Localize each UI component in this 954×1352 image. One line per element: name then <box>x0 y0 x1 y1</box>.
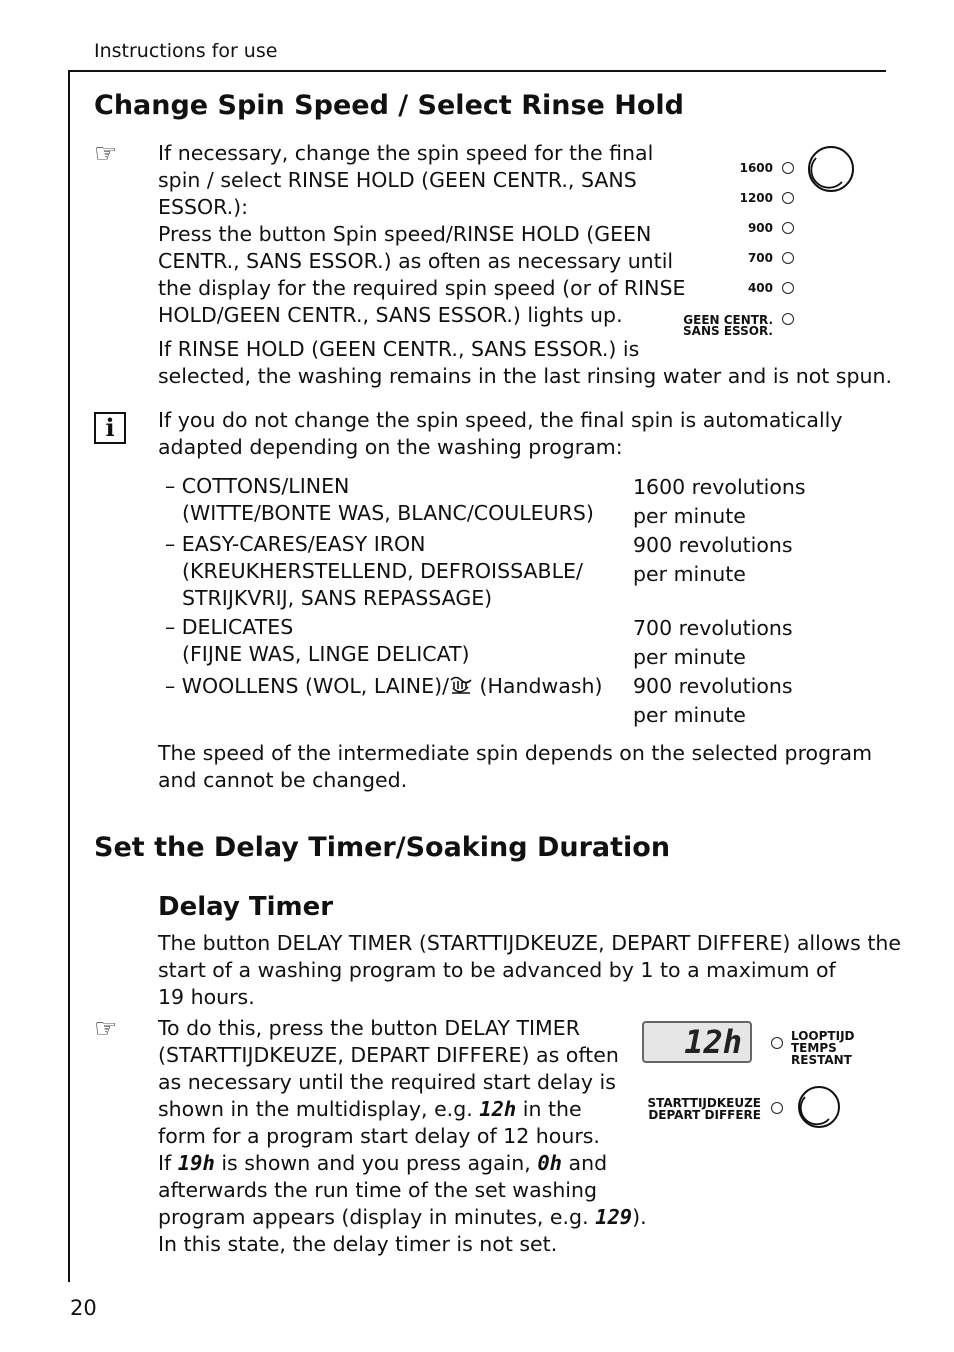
speed-value: 1600 revolutions <box>633 475 806 499</box>
handwash-icon <box>449 674 473 696</box>
program-line: – WOOLLENS (WOL, LAINE)/ <box>165 674 449 698</box>
info-line: If you do not change the spin speed, the final spin is automatically <box>158 408 843 432</box>
closing-line: and cannot be changed. <box>158 768 408 792</box>
led-remaining-time <box>771 1037 783 1049</box>
delay-intro-text <box>158 930 901 1011</box>
note-line: selected, the washing remains in the last rinsing water and is not spun. <box>158 364 893 388</box>
step-line: afterwards the run time of the set washing <box>158 1178 598 1202</box>
step-line: form for a program start delay of 12 hours. <box>158 1124 600 1148</box>
step-line <box>158 1150 647 1177</box>
step-line: If necessary, change the spin speed for the final <box>158 141 654 165</box>
step-line: In this state, the delay timer is not set. <box>158 1232 558 1256</box>
remaining-time-label <box>791 1030 855 1066</box>
text-run: shown in the multidisplay, e.g. <box>158 1097 480 1121</box>
step-line: CENTR., SANS ESSOR.) as often as necessary until <box>158 249 674 273</box>
pointing-hand-icon: ☞ <box>94 1014 118 1044</box>
program-line: – DELICATES <box>165 615 294 639</box>
led-400 <box>782 282 794 294</box>
step-line <box>158 1204 647 1231</box>
speed-label-sans-essor: SANS ESSOR. <box>683 324 773 338</box>
spin-speed-panel <box>680 140 870 340</box>
text-run: program appears (display in minutes, e.g. <box>158 1205 596 1229</box>
step-line <box>158 1096 647 1123</box>
spin-step-text <box>158 140 685 329</box>
delay-timer-subtitle: Delay Timer <box>158 892 334 922</box>
spin-speed-button-icon[interactable] <box>806 144 856 194</box>
note-line: If RINSE HOLD (GEEN CENTR., SANS ESSOR.) is <box>158 337 640 361</box>
led-1600 <box>782 162 794 174</box>
rinse-hold-note <box>158 336 892 390</box>
step-line: ESSOR.): <box>158 195 249 219</box>
label-line: TEMPS <box>791 1041 837 1055</box>
speed-column <box>633 473 806 730</box>
led-1200 <box>782 192 794 204</box>
step-line: HOLD/GEEN CENTR., SANS ESSOR.) lights up. <box>158 303 623 327</box>
text-run: is shown and you press again, <box>214 1151 538 1175</box>
intro-line: 19 hours. <box>158 985 255 1009</box>
header-rule <box>68 70 886 72</box>
text-run: ). <box>632 1205 647 1229</box>
margin-rule <box>68 70 70 1282</box>
label-line: LOOPTIJD <box>791 1029 855 1043</box>
step-line: as necessary until the required start delay is <box>158 1070 616 1094</box>
step-line: (STARTTIJDKEUZE, DEPART DIFFERE) as often <box>158 1043 619 1067</box>
step-line: Press the button Spin speed/RINSE HOLD (GEEN <box>158 222 652 246</box>
led-900 <box>782 222 794 234</box>
display-example-0h: 0h <box>537 1151 563 1175</box>
speed-value: 900 revolutions <box>633 674 793 698</box>
program-woollens <box>165 673 603 700</box>
program-easy-cares <box>165 531 603 612</box>
speed-label-700: 700 <box>747 251 773 265</box>
text-run: in the <box>516 1097 582 1121</box>
text-run: If <box>158 1151 178 1175</box>
speed-label-1600: 1600 <box>739 161 773 175</box>
info-text <box>158 407 843 461</box>
speed-unit: per minute <box>633 562 746 586</box>
program-line: (Handwash) <box>479 674 603 698</box>
display-example-129: 129 <box>595 1205 633 1229</box>
program-line: – EASY-CARES/EASY IRON <box>165 532 426 556</box>
program-delicates <box>165 614 603 668</box>
program-list <box>165 473 603 700</box>
speed-label-400: 400 <box>747 281 773 295</box>
intro-line: start of a washing program to be advanced by 1 to a maximum of <box>158 958 836 982</box>
label-line: STARTTIJDKEUZE <box>647 1096 761 1110</box>
delay-step-text <box>158 1015 647 1258</box>
speed-label-rinse-hold: GEEN CENTR. <box>683 313 773 327</box>
label-line: RESTANT <box>791 1053 852 1067</box>
step-line: the display for the required spin speed (or of RINSE <box>158 276 686 300</box>
speed-unit: per minute <box>633 645 746 669</box>
closing-line: The speed of the intermediate spin depends on the selected program <box>158 741 873 765</box>
display-example-19h: 19h <box>177 1151 215 1175</box>
label-line: DEPART DIFFERE <box>648 1108 761 1122</box>
pointing-hand-icon: ☞ <box>94 139 118 169</box>
doc-header-label: Instructions for use <box>94 40 278 62</box>
program-line: (FIJNE WAS, LINGE DELICAT) <box>182 642 470 666</box>
speed-unit: per minute <box>633 504 746 528</box>
program-line: (WITTE/BONTE WAS, BLANC/COULEURS) <box>182 501 594 525</box>
delay-timer-button-label <box>647 1097 761 1121</box>
speed-value: 700 revolutions <box>633 616 793 640</box>
program-line: (KREUKHERSTELLEND, DEFROISSABLE/ <box>182 559 583 583</box>
multidisplay <box>642 1021 752 1063</box>
program-cottons <box>165 473 603 527</box>
step-line: To do this, press the button DELAY TIMER <box>158 1016 580 1040</box>
display-example-12h: 12h <box>479 1097 517 1121</box>
led-delay-timer <box>771 1102 783 1114</box>
led-700 <box>782 252 794 264</box>
program-line: STRIJKVRIJ, SANS REPASSAGE) <box>182 586 493 610</box>
info-icon: i <box>94 412 126 444</box>
intro-line: The button DELAY TIMER (STARTTIJDKEUZE, DEPART DIFFERE) allows the <box>158 931 901 955</box>
speed-label-900: 900 <box>747 221 773 235</box>
speed-label-1200: 1200 <box>739 191 773 205</box>
delay-section-title: Set the Delay Timer/Soaking Duration <box>94 832 671 863</box>
text-run: and <box>562 1151 608 1175</box>
intermediate-spin-note <box>158 740 872 794</box>
speed-value: 900 revolutions <box>633 533 793 557</box>
step-line: spin / select RINSE HOLD (GEEN CENTR., SANS <box>158 168 637 192</box>
delay-timer-button-icon[interactable] <box>796 1084 842 1130</box>
speed-unit: per minute <box>633 703 746 727</box>
multidisplay-value: 12h <box>684 1023 742 1061</box>
spin-section-title: Change Spin Speed / Select Rinse Hold <box>94 90 684 121</box>
led-rinse-hold <box>782 313 794 325</box>
info-line: adapted depending on the washing program: <box>158 435 623 459</box>
program-line: – COTTONS/LINEN <box>165 474 350 498</box>
page-number: 20 <box>70 1296 97 1320</box>
